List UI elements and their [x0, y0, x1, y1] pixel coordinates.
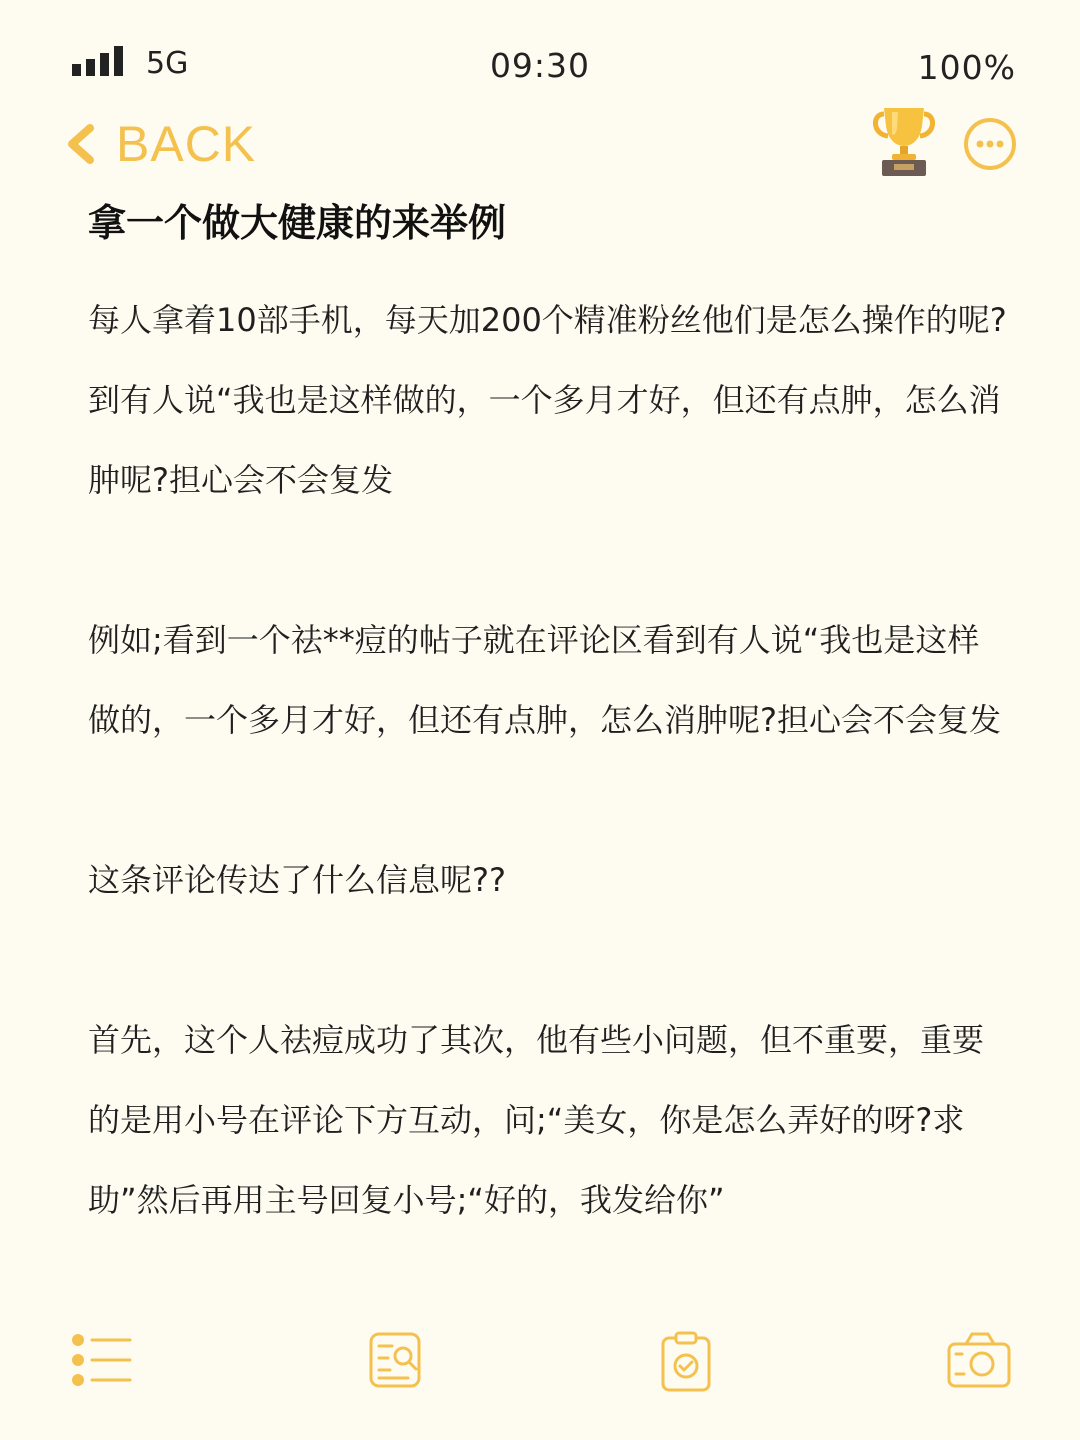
article-paragraph: 例如;看到一个祛**痘的帖子就在评论区看到有人说“我也是这样做的，一个多月才好，但还有点肿，怎么消肿呢?担心会不会复发: [88, 621, 1001, 739]
search-document-icon[interactable]: [368, 1330, 424, 1390]
status-bar: [0, 40, 1080, 90]
network-type: 5G: [146, 46, 189, 81]
battery-level: 100%: [917, 48, 1016, 87]
back-button[interactable]: [62, 108, 256, 180]
article-paragraph: 首先，这个人祛痘成功了其次，他有些小问题，但不重要，重要的是用小号在评论下方互动，问;“美女，你是怎么弄好的呀?求助”然后再用主号回复小号;“好的，我发给你”: [88, 1021, 985, 1219]
list-icon[interactable]: [70, 1330, 134, 1390]
trophy-icon[interactable]: [872, 104, 936, 178]
camera-icon[interactable]: [946, 1330, 1012, 1390]
chevron-left-icon: [62, 122, 102, 166]
article-paragraph: 这条评论传达了什么信息呢??: [88, 861, 506, 899]
clipboard-check-icon[interactable]: [660, 1330, 712, 1392]
more-icon[interactable]: [962, 116, 1018, 172]
article-content: [88, 192, 1008, 1240]
bottom-toolbar: [0, 1330, 1080, 1400]
article-paragraph: 每人拿着10部手机，每天加200个精准粉丝他们是怎么操作的呢?到有人说“我也是这样做的，一个多月才好，但还有点肿，怎么消肿呢?担心会不会复发: [88, 301, 1007, 499]
back-label: BACK: [116, 116, 257, 172]
nav-bar: [0, 104, 1080, 184]
article-title: 拿一个做大健康的来举例: [88, 201, 507, 245]
status-time: 09:30: [489, 46, 591, 85]
